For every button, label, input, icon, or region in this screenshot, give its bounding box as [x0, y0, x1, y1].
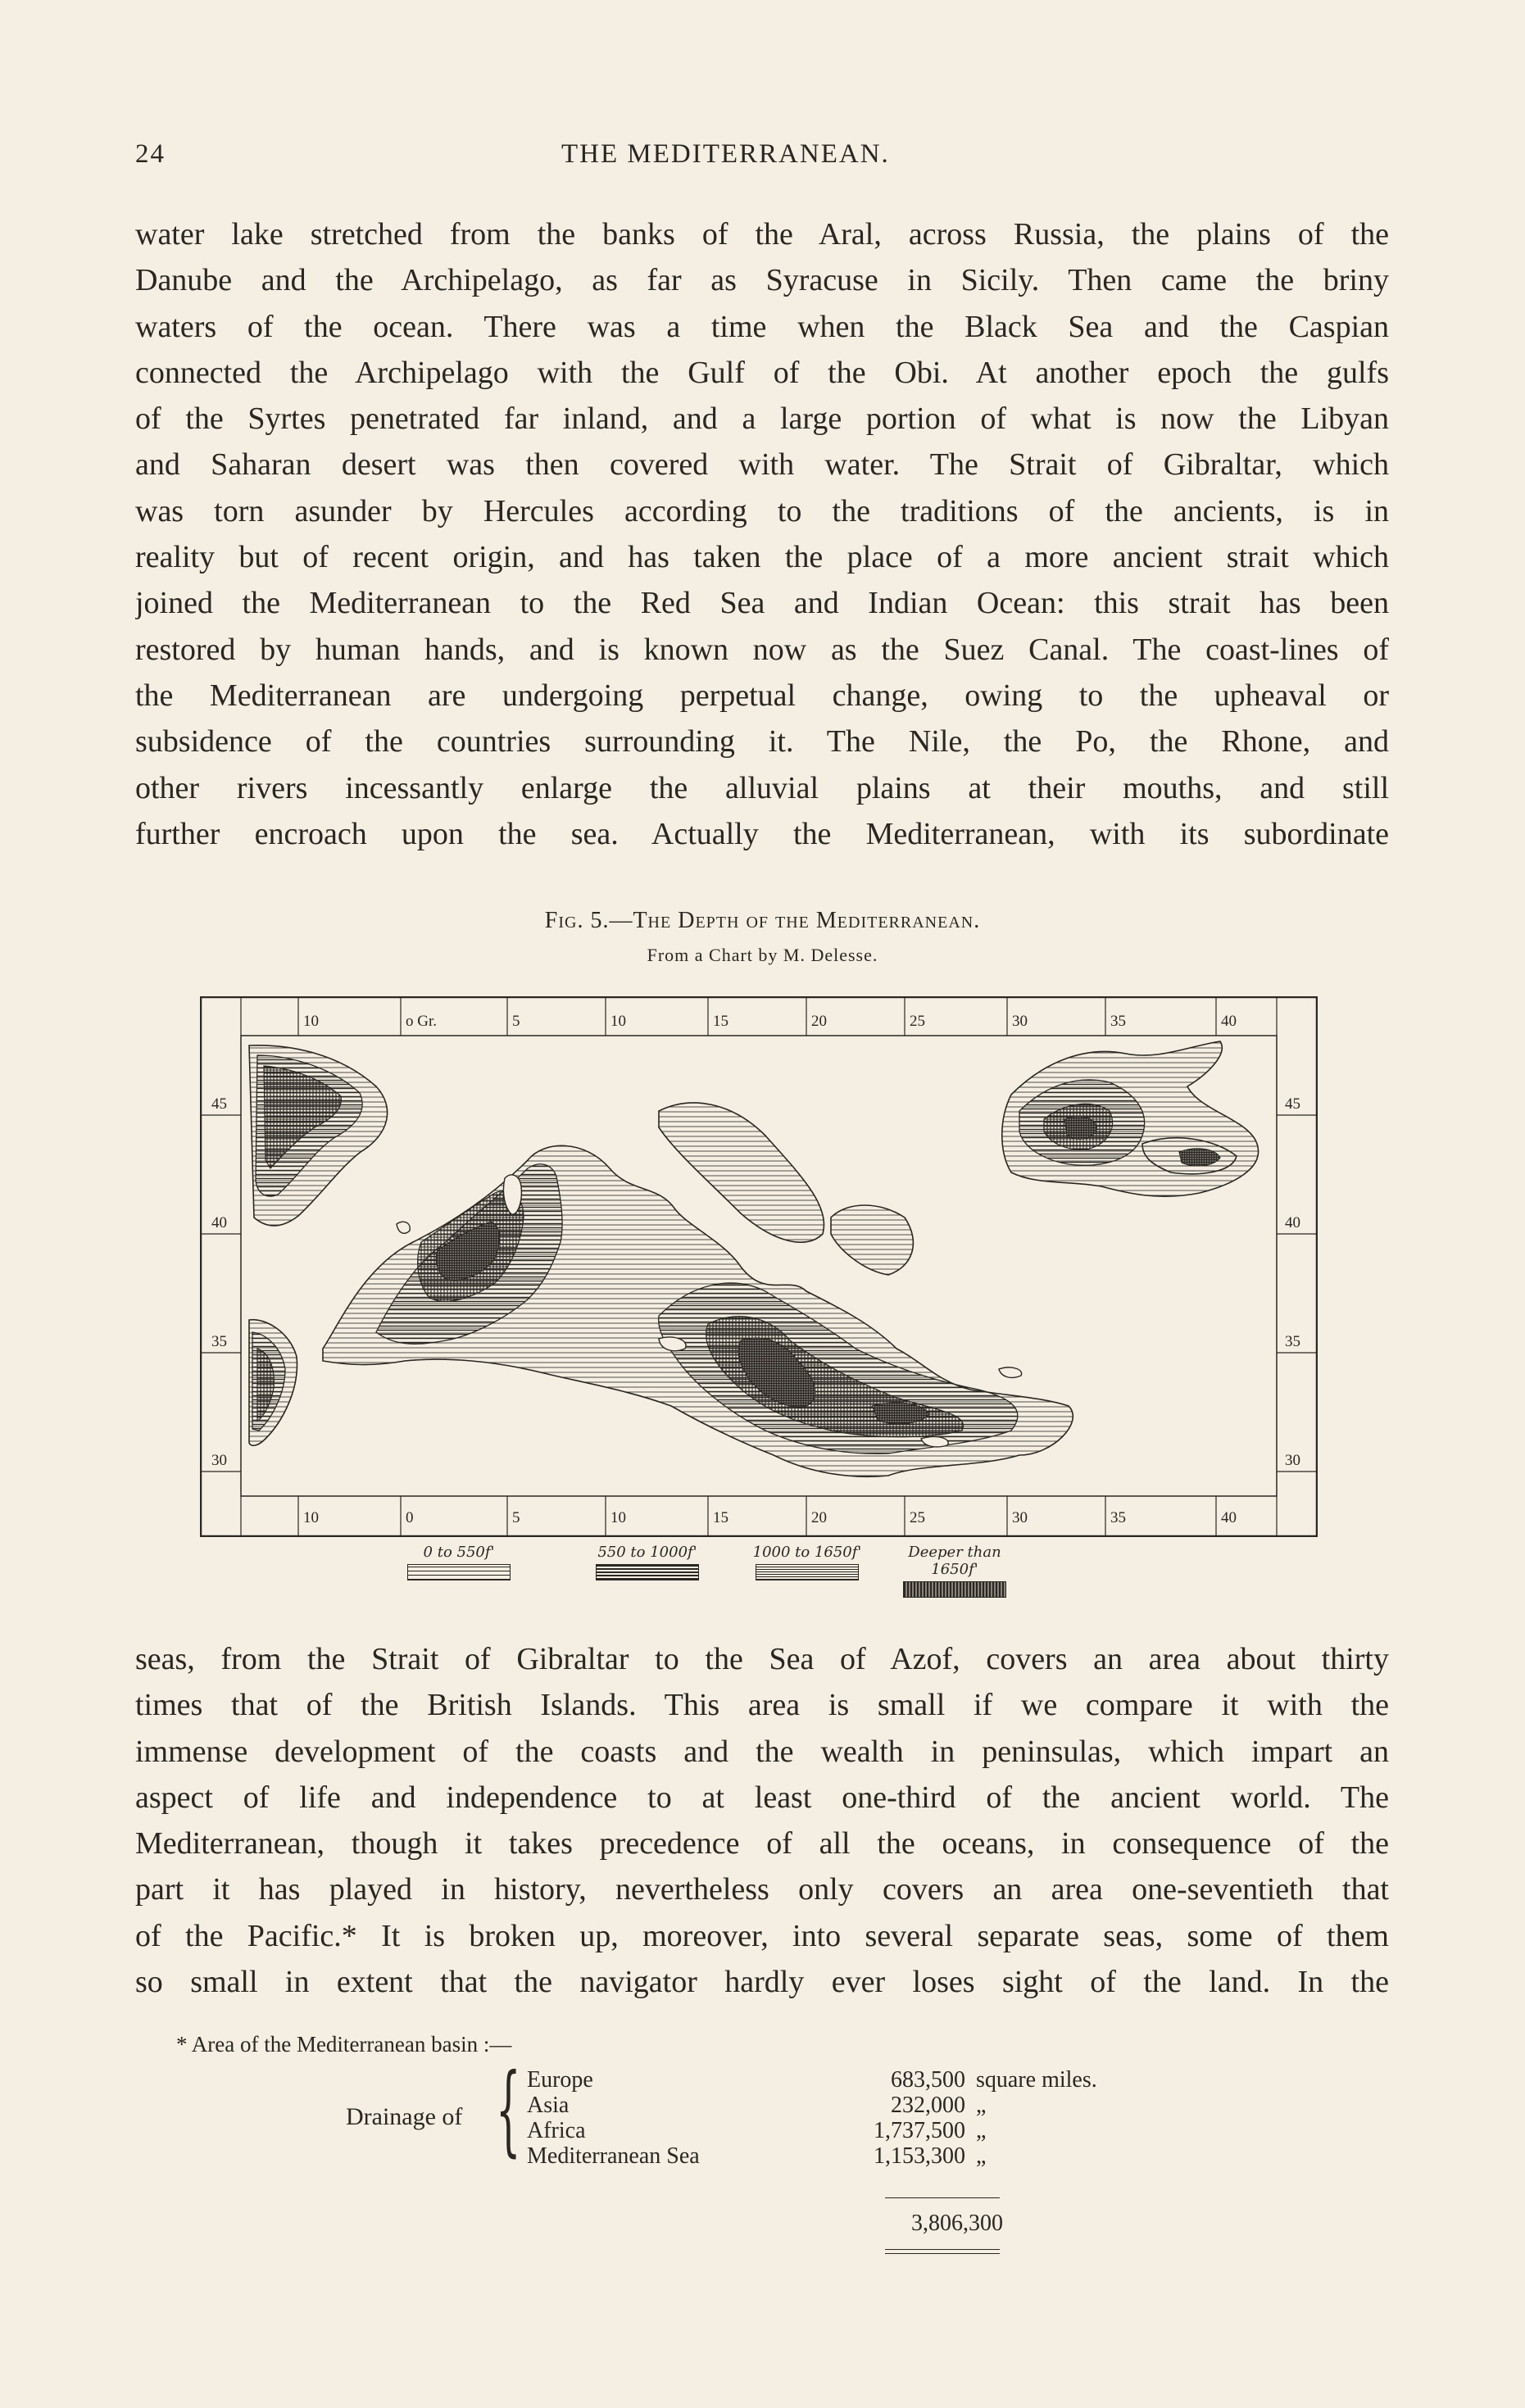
text-line: seas, from the Strait of Gibraltar to the Sea of Azof, covers an area about thirty [135, 1642, 1389, 1676]
top-scale-label: 10 [610, 1013, 626, 1030]
footnote-brace: { [496, 2053, 521, 2167]
row-value: 683,500 [891, 2067, 965, 2093]
row-name: Africa [527, 2118, 586, 2143]
footnote-row [527, 2143, 1182, 2170]
bottom-scale-label: 35 [1110, 1509, 1126, 1526]
text-line: Mediterranean, though it takes precedence of all the oceans, in consequence of the [135, 1826, 1389, 1862]
bottom-scale-label: 15 [713, 1509, 728, 1526]
legend-label: 550 to 1000f' [597, 1544, 697, 1561]
legend-item [897, 1544, 1012, 1598]
text-line: times that of the British Islands. This area is small if we compare it with the [135, 1688, 1389, 1723]
text-line: restored by human hands, and is known now as the Suez Canal. The coast-lines of [135, 632, 1389, 667]
sum-rule [885, 2197, 1000, 2198]
text-line: reality but of recent origin, and has taken the place of a more ancient strait which [135, 540, 1389, 575]
text-line: connected the Archipelago with the Gulf of the Obi. At another epoch the gulfs [135, 355, 1389, 390]
footnote-row [527, 2067, 1182, 2093]
footnote-title: * Area of the Mediterranean basin :— [176, 2032, 512, 2057]
legend-swatch [756, 1564, 859, 1580]
top-scale-label: o Gr. [406, 1013, 437, 1030]
text-line: water lake stretched from the banks of the Aral, across Russia, the plains of the [135, 217, 1389, 252]
row-name: Mediterranean Sea [527, 2143, 700, 2169]
left-scale-label: 45 [211, 1095, 227, 1113]
left-scale-label: 35 [211, 1333, 227, 1350]
text-line: of the Pacific.* It is broken up, moreover, into several separate seas, some of them [135, 1918, 1389, 1953]
bottom-scale-label: 40 [1221, 1509, 1237, 1526]
row-unit: „ [976, 2118, 987, 2143]
footnote-row [527, 2118, 1182, 2144]
top-scale-label: 30 [1012, 1013, 1028, 1030]
top-scale-label: 10 [303, 1013, 319, 1030]
top-scale-label: 15 [713, 1013, 728, 1030]
legend-item [402, 1544, 516, 1580]
total-double-rule [885, 2249, 1000, 2254]
text-line: so small in extent that the navigator hardly ever loses sight of the land. In the [135, 1965, 1389, 2000]
bottom-scale-label: 30 [1012, 1509, 1028, 1526]
figure-source: From a Chart by M. Delesse. [647, 945, 878, 965]
legend-swatch [407, 1564, 511, 1580]
bottom-scale-label: 25 [910, 1509, 925, 1526]
text-line: and Saharan desert was then covered with water. The Strait of Gibraltar, which [135, 447, 1389, 483]
row-value: 1,153,300 [874, 2143, 965, 2169]
text-line: joined the Mediterranean to the Red Sea and Indian Ocean: this strait has been [135, 586, 1389, 621]
text-line: aspect of life and independence to at least one-third of the ancient world. The [135, 1780, 1389, 1815]
text-line: subsidence of the countries surrounding it. The Nile, the Po, the Rhone, and [135, 724, 1389, 760]
paragraph-2 [135, 1636, 1389, 2005]
top-scale-label: 20 [811, 1013, 827, 1030]
bottom-scale-label: 10 [303, 1509, 319, 1526]
row-unit: „ [976, 2143, 987, 2169]
text-line: the Mediterranean are undergoing perpetual change, owing to the upheaval or [135, 678, 1389, 713]
row-value: 232,000 [891, 2093, 965, 2118]
left-scale-label: 40 [211, 1214, 227, 1231]
top-scale-label: 35 [1110, 1013, 1126, 1030]
legend-label: 0 to 550f' [423, 1544, 495, 1561]
right-scale-label: 40 [1285, 1214, 1300, 1231]
bottom-scale-label: 10 [610, 1509, 626, 1526]
legend-swatch [596, 1564, 699, 1580]
bottom-scale-label: 5 [512, 1509, 520, 1526]
top-scale-label: 25 [910, 1013, 925, 1030]
text-line: part it has played in history, nevertheless only covers an area one-seventieth that [135, 1872, 1389, 1907]
drainage-label: Drainage of [346, 2103, 463, 2130]
top-scale-label: 40 [1221, 1013, 1237, 1030]
footnote-total: 3,806,300 [911, 2211, 1003, 2236]
legend-label: 1000 to 1650f' [752, 1544, 862, 1561]
top-scale-label: 5 [512, 1013, 520, 1030]
row-unit: square miles. [976, 2067, 1097, 2093]
figure-caption: Fig. 5.—The Depth of the Mediterranean. [544, 908, 981, 933]
left-scale-label: 30 [211, 1452, 227, 1469]
bottom-scale-label: 20 [811, 1509, 827, 1526]
right-scale-label: 35 [1285, 1333, 1300, 1350]
row-value: 1,737,500 [874, 2118, 965, 2143]
legend-item [590, 1544, 705, 1580]
text-line: further encroach upon the sea. Actually the Mediterranean, with its subordinate [135, 816, 1389, 851]
legend-label: Deeper than 1650f' [908, 1544, 1001, 1578]
paragraph-1 [135, 211, 1389, 857]
row-name: Asia [527, 2093, 570, 2118]
legend-swatch [903, 1581, 1006, 1598]
text-line: of the Syrtes penetrated far inland, and a large portion of what is now the Libyan [135, 401, 1389, 437]
text-line: immense development of the coasts and the wealth in peninsulas, which impart an [135, 1734, 1389, 1769]
right-scale-label: 30 [1285, 1452, 1300, 1469]
running-title: THE MEDITERRANEAN. [561, 139, 890, 169]
depth-map [200, 996, 1318, 1537]
text-line: waters of the ocean. There was a time when the Black Sea and the Caspian [135, 309, 1389, 344]
row-name: Europe [527, 2067, 593, 2093]
right-scale-label: 45 [1285, 1095, 1300, 1113]
text-line: was torn asunder by Hercules according to the traditions of the ancients, is in [135, 493, 1389, 528]
footnote-row [527, 2093, 1182, 2119]
text-line: Danube and the Archipelago, as far as Syracuse in Sicily. Then came the briny [135, 263, 1389, 298]
bottom-scale-label: 0 [406, 1509, 414, 1526]
page-number: 24 [135, 139, 166, 169]
row-unit: „ [976, 2093, 987, 2118]
legend-item [750, 1544, 865, 1580]
text-line: other rivers incessantly enlarge the alluvial plains at their mouths, and still [135, 770, 1389, 805]
